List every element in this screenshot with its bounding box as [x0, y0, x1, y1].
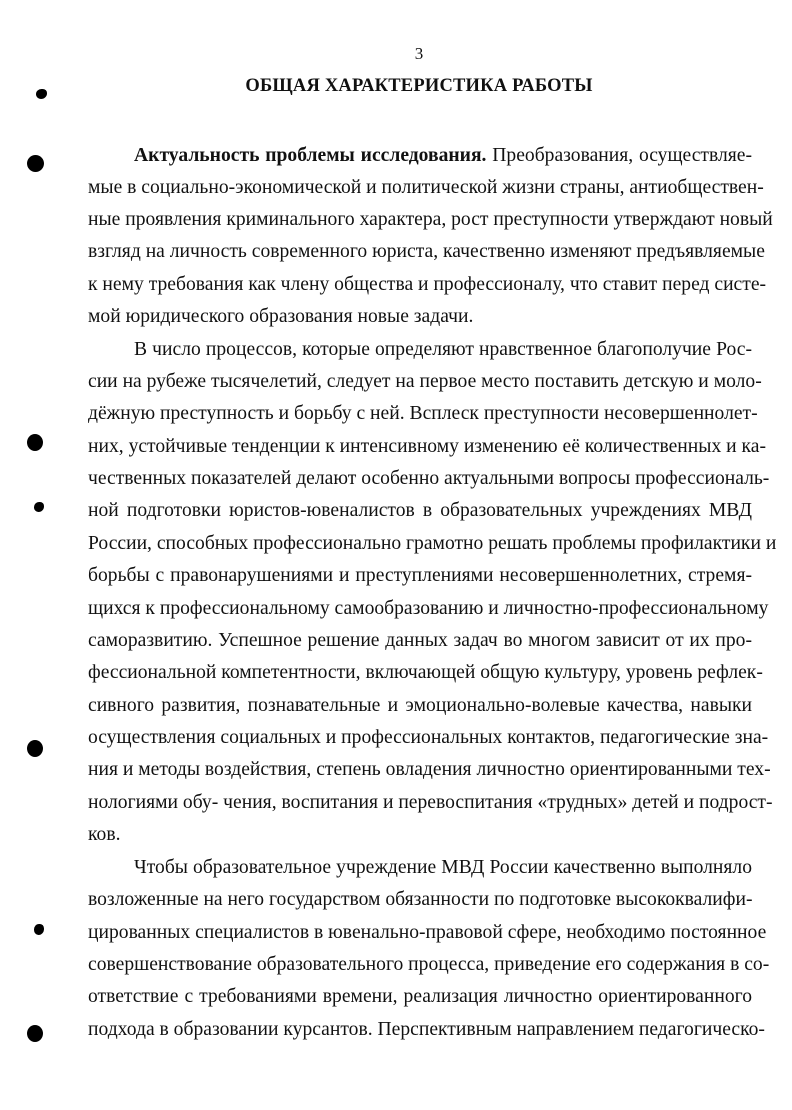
text-line: России, способных профессионально грамотно решать проблемы профилактики и: [88, 533, 777, 554]
text-line: возложенные на него государством обязанности по подготовке высококвалифи-: [88, 889, 753, 910]
text-line: борьбы с правонарушениями и преступлениями несовершеннолетних, стремя-: [88, 565, 752, 586]
text-line: ной подготовки юристов-ювеналистов в образовательных учреждениях МВД: [88, 500, 752, 521]
binder-hole: [27, 155, 44, 172]
text-line: сивного развития, познавательные и эмоционально-волевые качества, навыки: [88, 695, 752, 716]
text-line: них, устойчивые тенденции к интенсивному изменению её количественных и ка-: [88, 436, 766, 457]
binder-speck: [34, 502, 44, 512]
text-line: к нему требования как члену общества и профессионалу, что ставит перед систе-: [88, 274, 767, 295]
text-line: совершенствование образовательного процесса, приведение его содержания в со-: [88, 954, 770, 975]
binder-speck: [34, 924, 44, 935]
text-line: мой юридического образования новые задачи.: [88, 306, 474, 327]
binder-hole: [27, 740, 43, 757]
text-line: цированных специалистов в ювенально-правовой сфере, необходимо постоянное: [88, 922, 767, 943]
text-line: щихся к профессиональному самообразованию и личностно-профессиональному: [88, 598, 769, 619]
binder-hole: [27, 1025, 43, 1042]
text-line: взгляд на личность современного юриста, качественно изменяют предъявляемые: [88, 241, 765, 262]
text-line: осуществления социальных и профессиональных контактов, педагогические зна-: [88, 727, 769, 748]
page-title: ОБЩАЯ ХАРАКТЕРИСТИКА РАБОТЫ: [245, 76, 593, 96]
text-line: чественных показателей делают особенно актуальными вопросы профессиональ-: [88, 468, 770, 489]
page-number: 3: [414, 44, 424, 63]
text-line: ков.: [88, 824, 121, 845]
text-line: дёжную преступность и борьбу с ней. Всплеск преступности несовершеннолет-: [88, 403, 758, 424]
text-line: сии на рубеже тысячелетий, следует на первое место поставить детскую и моло-: [88, 371, 762, 392]
text-line: нологиями обу- чения, воспитания и перевоспитания «трудных» детей и подрост-: [88, 792, 773, 813]
paragraph-heading: Актуальность проблемы исследования.: [134, 145, 487, 166]
text-line: фессиональной компетентности, включающей общую культуру, уровень рефлек-: [88, 662, 763, 683]
binder-hole: [27, 434, 43, 451]
text-line: ния и методы воздействия, степень овладения личностно ориентированными тех-: [88, 759, 771, 780]
text-line: ные проявления криминального характера, рост преступности утверждают новый: [88, 209, 773, 230]
text-line: В число процессов, которые определяют нравственное благополучие Рос-: [134, 339, 752, 360]
text-line: Актуальность проблемы исследования. Преобразования, осуществляе-: [134, 145, 752, 166]
text-line: Чтобы образовательное учреждение МВД России качественно выполняло: [134, 857, 752, 878]
text-line: ответствие с требованиями времени, реализация личностно ориентированного: [88, 986, 752, 1007]
text-line: саморазвитию. Успешное решение данных задач во многом зависит от их про-: [88, 630, 752, 651]
text-line: подхода в образовании курсантов. Перспективным направлением педагогическо-: [88, 1019, 765, 1040]
text-line: мые в социально-экономической и политической жизни страны, антиобществен-: [88, 177, 764, 198]
